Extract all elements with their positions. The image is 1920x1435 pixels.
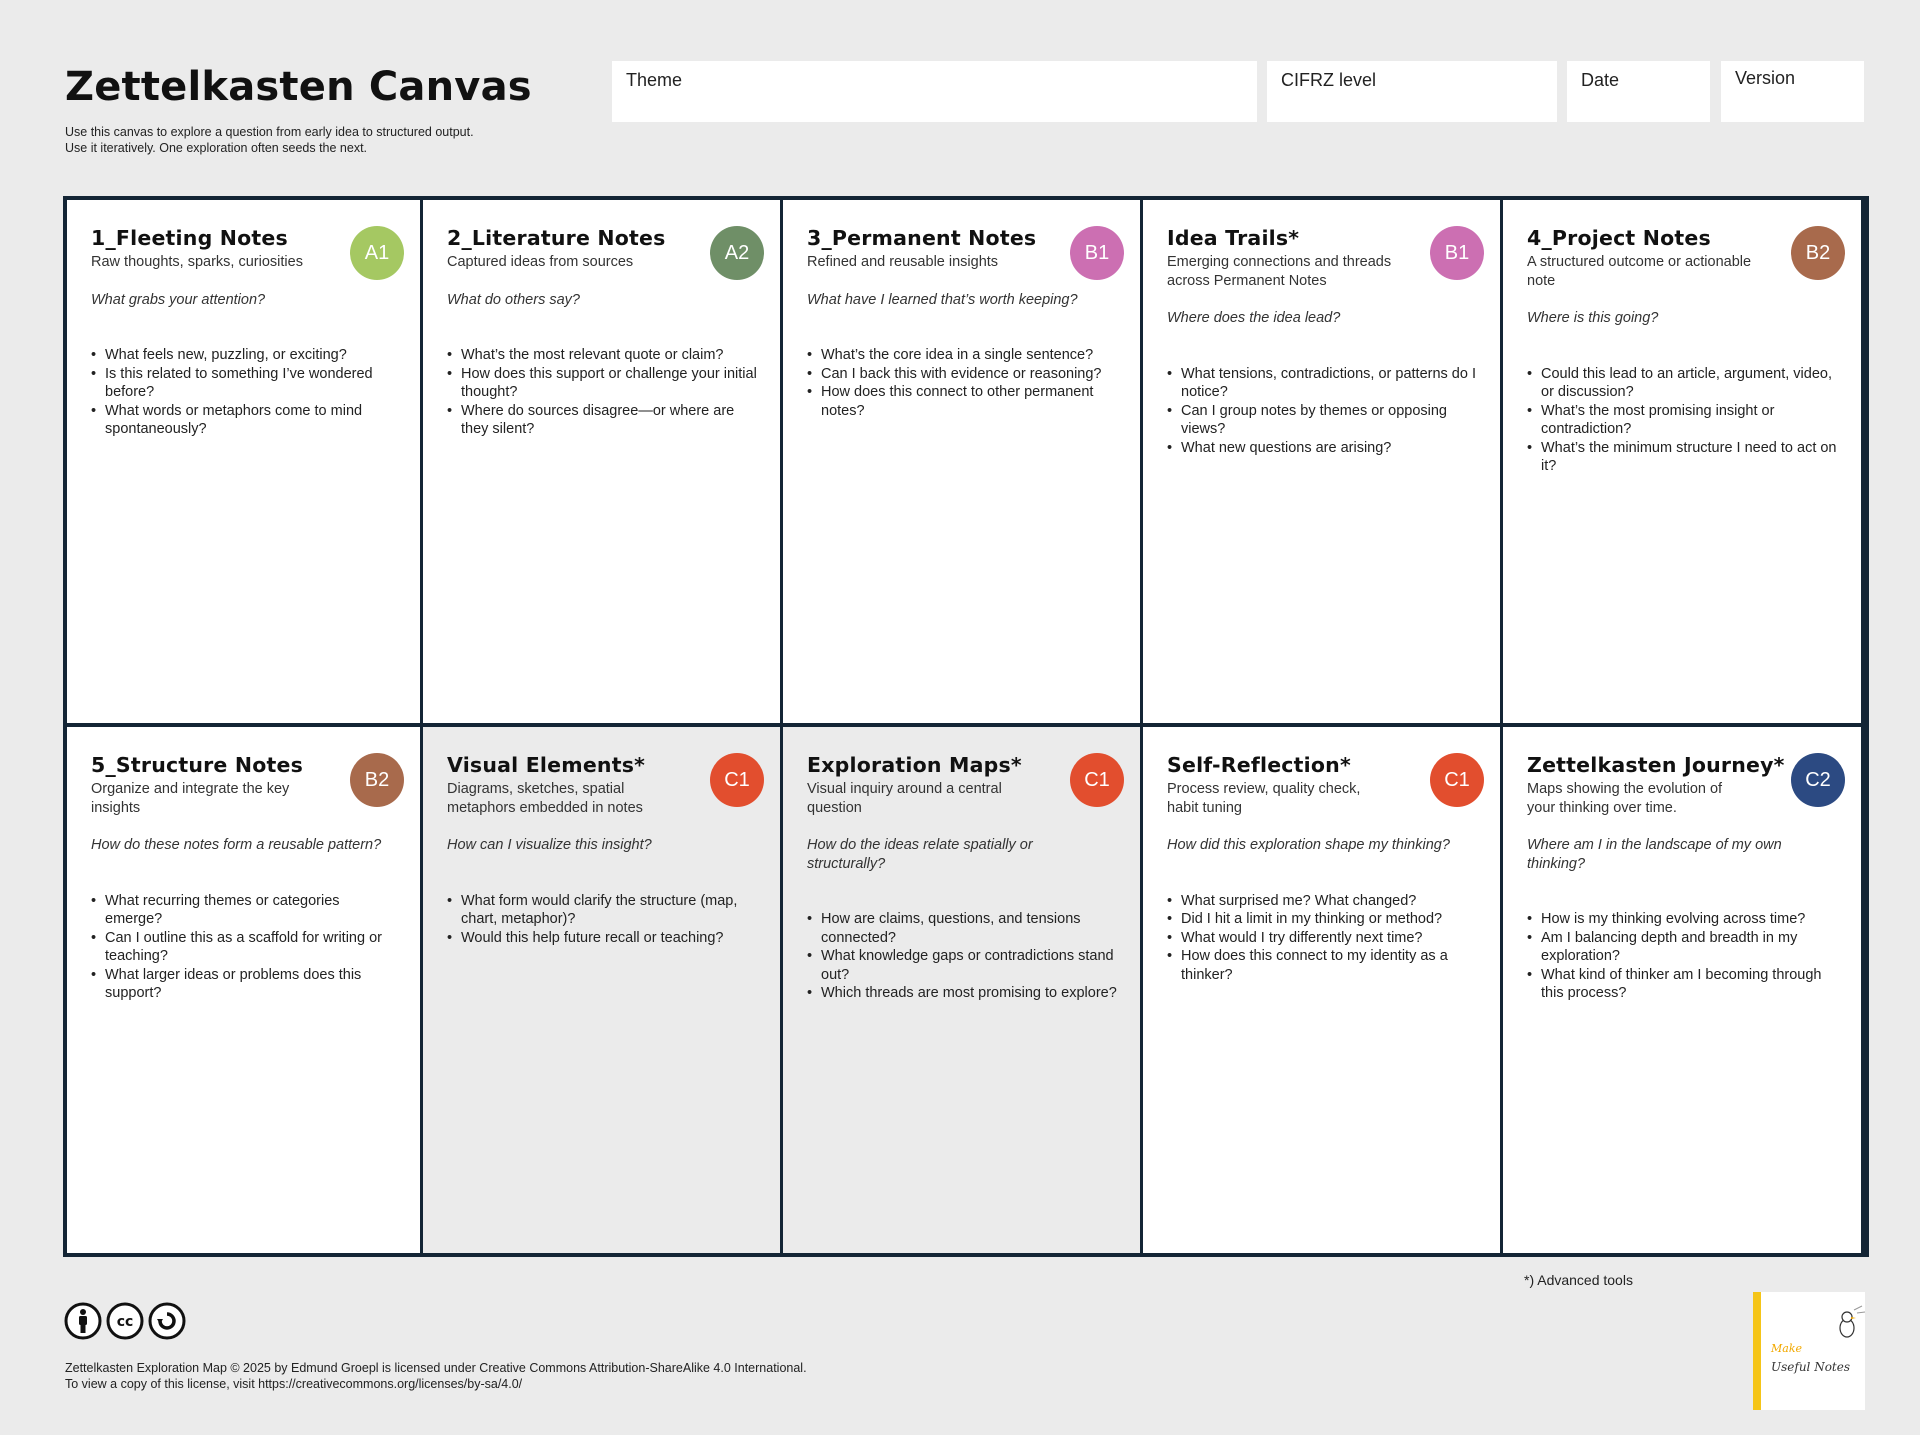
cell-prompt-list xyxy=(1167,365,1480,458)
prompt-item: • What would I try differently next time? xyxy=(1167,929,1480,948)
level-badge: C1 xyxy=(1430,753,1484,807)
cell-subtitle: Process review, quality check, habit tuning xyxy=(1167,781,1361,816)
cell-subtitle: Emerging connections and threads across Permanent Notes xyxy=(1167,254,1392,289)
subtitle-line: Use this canvas to explore a question from early idea to structured output. xyxy=(65,125,474,139)
cell-subtitle: Raw thoughts, sparks, curiosities xyxy=(91,254,303,270)
cell-title: Zettelkasten Journey* xyxy=(1527,753,1785,777)
page-title: Zettelkasten Canvas xyxy=(65,64,532,110)
cell-title: Self-Reflection* xyxy=(1167,753,1351,777)
canvas-cell-5-structure-notes[interactable] xyxy=(67,727,420,1253)
prompt-item: • Would this help future recall or teaching? xyxy=(447,929,760,948)
cifrz-level-field-label: CIFRZ level xyxy=(1281,70,1377,90)
prompt-item: • What’s the most relevant quote or claim? xyxy=(447,346,760,365)
prompt-item: • How does this connect to my identity as a thinker? xyxy=(1167,947,1480,984)
svg-text:cc: cc xyxy=(116,1314,134,1330)
canvas-cell-4-project-notes[interactable] xyxy=(1503,200,1861,723)
level-badge: A1 xyxy=(350,226,404,280)
level-badge: B2 xyxy=(350,753,404,807)
prompt-item: • What form would clarify the structure (map, chart, metaphor)? xyxy=(447,892,760,929)
prompt-item: • What’s the core idea in a single sentence? xyxy=(807,346,1120,365)
cell-prompt-list xyxy=(91,892,400,1003)
cell-title: 2_Literature Notes xyxy=(447,226,666,250)
cell-subtitle: Maps showing the evolution of your thinking over time. xyxy=(1527,781,1723,816)
canvas-grid xyxy=(63,196,1869,1257)
cell-subtitle: Diagrams, sketches, spatial metaphors embedded in notes xyxy=(447,781,643,816)
cell-prompt-list xyxy=(1527,365,1841,476)
level-badge: B1 xyxy=(1430,226,1484,280)
cell-prompt-list xyxy=(1527,910,1841,1003)
cell-guiding-question: What grabs your attention? xyxy=(91,291,266,308)
cell-prompt-list xyxy=(91,346,400,439)
subtitle-line: Use it iteratively. One exploration often seeds the next. xyxy=(65,141,368,155)
prompt-item: • What kind of thinker am I becoming through this process? xyxy=(1527,966,1841,1003)
cell-title: 3_Permanent Notes xyxy=(807,226,1037,250)
prompt-item: • How does this support or challenge your initial thought? xyxy=(447,365,760,402)
cell-guiding-question: How can I visualize this insight? xyxy=(447,837,652,853)
page-subtitle xyxy=(65,124,605,156)
prompt-item: • What new questions are arising? xyxy=(1167,439,1480,458)
prompt-item: • What knowledge gaps or contradictions stand out? xyxy=(807,947,1120,984)
theme-field-label: Theme xyxy=(626,70,683,90)
cell-title: Exploration Maps* xyxy=(807,753,1022,777)
level-badge: B2 xyxy=(1791,226,1845,280)
prompt-item: • Is this related to something I’ve wondered before? xyxy=(91,365,400,402)
prompt-item: • What’s the minimum structure I need to act on it? xyxy=(1527,439,1841,476)
cell-prompt-list xyxy=(447,892,760,948)
prompt-item: • How does this connect to other permanent notes? xyxy=(807,383,1120,420)
cell-title: Visual Elements* xyxy=(447,753,646,777)
prompt-item: • What surprised me? What changed? xyxy=(1167,892,1480,911)
cell-guiding-question: Where am I in the landscape of my own thinking? xyxy=(1527,837,1782,872)
prompt-item: • What larger ideas or problems does this support? xyxy=(91,966,400,1003)
theme-field[interactable] xyxy=(612,61,1257,122)
canvas-cell-1-fleeting-notes[interactable] xyxy=(67,200,420,723)
license-icons xyxy=(64,1302,186,1340)
prompt-item: • How are claims, questions, and tensions connected? xyxy=(807,910,1120,947)
canvas-cell-zettelkasten-journey[interactable] xyxy=(1503,727,1861,1253)
cell-prompt-list xyxy=(1167,892,1480,985)
prompt-item: • Can I group notes by themes or opposing views? xyxy=(1167,402,1480,439)
level-badge: B1 xyxy=(1070,226,1124,280)
level-badge: A2 xyxy=(710,226,764,280)
prompt-item: • Did I hit a limit in my thinking or method? xyxy=(1167,910,1480,929)
level-badge: C1 xyxy=(710,753,764,807)
make-useful-notes-logo xyxy=(1753,1292,1865,1410)
prompt-item: • Where do sources disagree—or where are they silent? xyxy=(447,402,760,439)
cell-guiding-question: Where is this going? xyxy=(1527,310,1659,326)
canvas-cell-idea-trails[interactable] xyxy=(1143,200,1500,723)
prompt-item: • Can I outline this as a scaffold for writing or teaching? xyxy=(91,929,400,966)
prompt-item: • What’s the most promising insight or contradiction? xyxy=(1527,402,1841,439)
cell-subtitle: Captured ideas from sources xyxy=(447,254,634,270)
cell-title: 5_Structure Notes xyxy=(91,753,304,777)
cell-subtitle: Organize and integrate the key insights xyxy=(91,781,290,816)
canvas-cell-self-reflection[interactable] xyxy=(1143,727,1500,1253)
prompt-item: • What tensions, contradictions, or patterns do I notice? xyxy=(1167,365,1480,402)
license-link[interactable]: To view a copy of this license, visit https://creativecommons.org/licenses/by-sa/4.0/ xyxy=(65,1377,523,1391)
cell-prompt-list xyxy=(807,346,1120,420)
license-text xyxy=(65,1360,807,1392)
logo-text-useful-notes: Useful Notes xyxy=(1771,1360,1851,1374)
canvas-cell-exploration-maps[interactable] xyxy=(783,727,1140,1253)
cell-subtitle: Visual inquiry around a central question xyxy=(807,781,1002,816)
cell-guiding-question: How did this exploration shape my thinking? xyxy=(1167,837,1450,853)
advanced-tools-note: *) Advanced tools xyxy=(1524,1272,1633,1288)
prompt-item: • Could this lead to an article, argument, video, or discussion? xyxy=(1527,365,1841,402)
cell-prompt-list xyxy=(447,346,760,439)
cell-guiding-question: What have I learned that’s worth keeping? xyxy=(807,291,1078,308)
cell-title: 1_Fleeting Notes xyxy=(91,226,288,250)
cell-subtitle: Refined and reusable insights xyxy=(807,254,999,270)
license-line: Zettelkasten Exploration Map © 2025 by Edmund Groepl is licensed under Creative Commons Attribution-ShareAlike 4.0 International. xyxy=(65,1361,807,1375)
date-field[interactable] xyxy=(1567,61,1710,122)
prompt-item: • Which threads are most promising to explore? xyxy=(807,984,1120,1003)
version-field[interactable] xyxy=(1721,61,1864,122)
canvas-cell-visual-elements[interactable] xyxy=(423,727,780,1253)
bird-icon xyxy=(1827,1304,1867,1344)
cell-guiding-question: What do others say? xyxy=(447,291,580,308)
level-badge: C1 xyxy=(1070,753,1124,807)
prompt-item: • Am I balancing depth and breadth in my exploration? xyxy=(1527,929,1841,966)
canvas-cell-2-literature-notes[interactable] xyxy=(423,200,780,723)
cell-guiding-question: How do the ideas relate spatially or structurally? xyxy=(807,837,1033,872)
cell-title: Idea Trails* xyxy=(1167,226,1300,250)
prompt-item: • How is my thinking evolving across time? xyxy=(1527,910,1841,929)
date-field-label: Date xyxy=(1581,70,1620,90)
prompt-item: • What words or metaphors come to mind spontaneously? xyxy=(91,402,400,439)
share-alike-icon xyxy=(148,1302,186,1340)
cell-guiding-question: Where does the idea lead? xyxy=(1167,310,1341,326)
version-field-label: Version xyxy=(1735,68,1796,88)
level-badge: C2 xyxy=(1791,753,1845,807)
cell-guiding-question: How do these notes form a reusable pattern? xyxy=(91,837,382,853)
person-attribution-icon xyxy=(64,1302,102,1340)
prompt-item: • Can I back this with evidence or reasoning? xyxy=(807,365,1120,384)
logo-text-make: Make xyxy=(1771,1342,1802,1355)
canvas-cell-3-permanent-notes[interactable] xyxy=(783,200,1140,723)
cell-title: 4_Project Notes xyxy=(1527,226,1711,250)
cc-icon xyxy=(106,1302,144,1340)
prompt-item: • What feels new, puzzling, or exciting? xyxy=(91,346,400,365)
cell-subtitle: A structured outcome or actionable note xyxy=(1527,254,1752,289)
cell-prompt-list xyxy=(807,910,1120,1003)
prompt-item: • What recurring themes or categories emerge? xyxy=(91,892,400,929)
cifrz-level-field[interactable] xyxy=(1267,61,1557,122)
